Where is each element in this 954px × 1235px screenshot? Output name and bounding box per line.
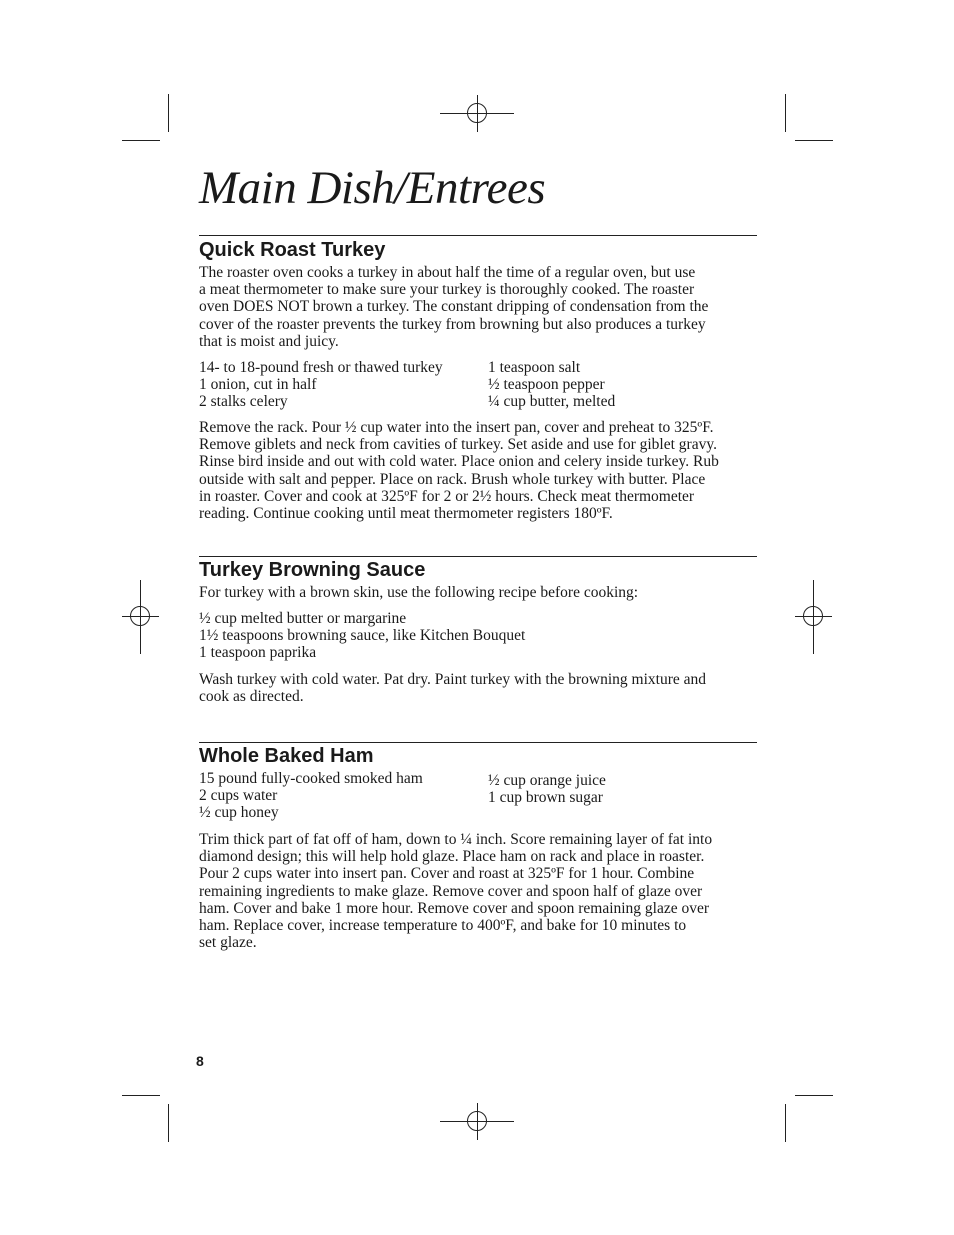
page-number: 8 [196,1053,204,1069]
list-item: 1 teaspoon paprika [199,644,317,662]
crop-mark-bottom-left-h [122,1095,160,1096]
section-heading-turkey: Quick Roast Turkey [199,239,386,261]
list-item: 2 cups water [199,787,278,805]
list-item: ½ cup melted butter or margarine [199,610,407,627]
list-item: 1 cup brown sugar [488,789,603,807]
turkey-ingredients-left [199,359,443,411]
list-item: 2 stalks celery [199,393,288,411]
turkey-ingredients-right [488,359,615,411]
section-divider-turkey [199,235,757,236]
crop-mark-bottom-right-v [785,1104,786,1142]
list-item: 15 pound fully-cooked smoked ham [199,770,423,787]
list-item: 1 onion, cut in half [199,376,317,394]
ham-ingredients-left [199,770,423,822]
turkey-intro: The roaster oven cooks a turkey in about half the time of a regular oven, but use a meat thermometer to make sure your turkey is thoroughly cooked. The roaster oven DOES NOT brown a turkey. The constant dripping of condensation from the cover of the roaster prevents the turkey from browning but also produces a turkey that is moist and juicy. [199,264,709,350]
crop-mark-bottom-left-v [168,1104,169,1142]
section-heading-sauce: Turkey Browning Sauce [199,559,426,581]
turkey-directions: Remove the rack. Pour ½ cup water into the insert pan, cover and preheat to 325ºF. Remove giblets and neck from cavities of turkey. Set aside and use for giblet gravy. Rinse bird inside and out with cold water. Place onion and celery inside turkey. Rub outside with salt and pepper. Place on rack. Brush whole turkey with butter. Place in roaster. Cover and cook at 325ºF for 2 or 2½ hours. Check meat thermometer reading. Continue cooking until meat thermometer registers 180ºF. [199,419,719,523]
sauce-intro: For turkey with a brown skin, use the following recipe before cooking: [199,584,639,601]
ham-directions: Trim thick part of fat off of ham, down to ¼ inch. Score remaining layer of fat into diamond design; this will help hold glaze. Place ham on rack and place in roaster. Pour 2 cups water into insert pan. Cover and roast at 325ºF for 1 hour. Combine remaining ingredients to make glaze. Remove cover and spoon half of glaze over ham. Cover and bake 1 more hour. Remove cover and spoon remaining glaze over ham. Replace cover, increase temperature to 400ºF, and bake for 10 minutes to set glaze. [199,831,713,952]
list-item: ½ cup honey [199,804,279,822]
list-item: 1 teaspoon salt [488,359,581,376]
list-item: 1½ teaspoons browning sauce, like Kitchen Bouquet [199,627,526,645]
crop-mark-top-right-v [785,94,786,132]
page-title: Main Dish/Entrees [199,162,546,214]
crop-mark-bottom-right-h [795,1095,833,1096]
list-item: ½ cup orange juice [488,772,606,789]
section-heading-ham: Whole Baked Ham [199,745,374,767]
list-item: 14- to 18-pound fresh or thawed turkey [199,359,443,376]
crop-mark-top-right-h [795,140,833,141]
sauce-ingredients [199,610,525,662]
crop-mark-top-left-v [168,94,169,132]
sauce-directions: Wash turkey with cold water. Pat dry. Paint turkey with the browning mixture and cook as directed. [199,671,706,706]
crop-mark-top-left-h [122,140,160,141]
list-item: ¼ cup butter, melted [488,393,616,411]
ham-ingredients-right [488,772,606,806]
list-item: ½ teaspoon pepper [488,376,605,394]
